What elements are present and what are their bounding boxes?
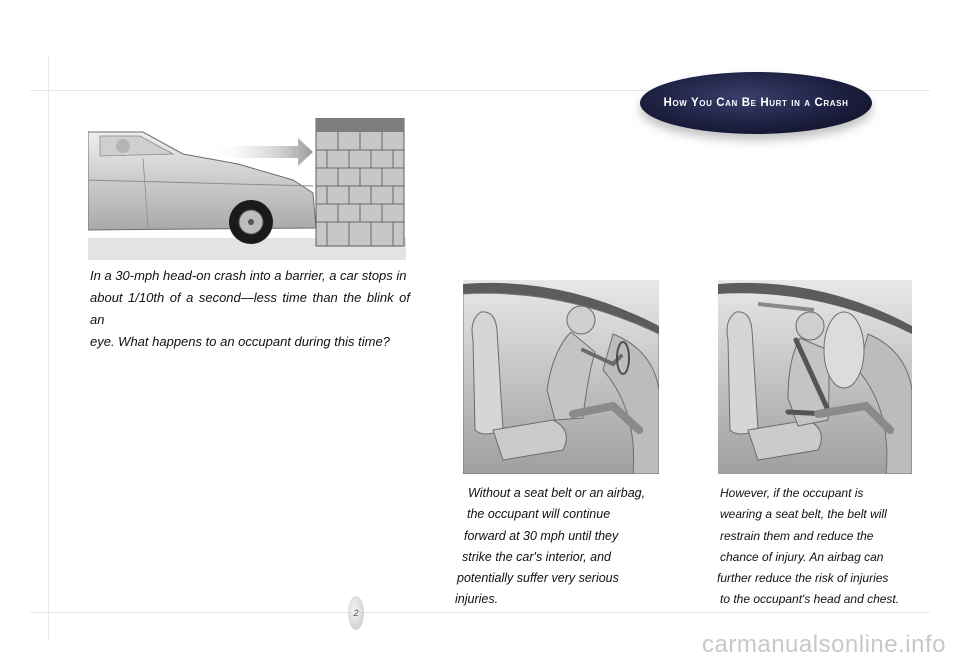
unbelted-caption [450,483,670,611]
belted-caption-line: chance of injury. An airbag can [720,549,884,564]
belted-caption-line: restrain them and reduce the [720,528,874,543]
unbelted-caption-line: strike the car's interior, and [462,549,611,564]
section-banner [640,72,872,134]
crash-caption-line: In a 30-mph head-on crash into a barrier, a car stops in [90,268,407,283]
banner-title: How You Can Be Hurt in a Crash [663,97,849,109]
unbelted-caption-line: potentially suffer very serious [457,571,619,586]
crash-caption-line: about 1/10th of a second—less time than the blink of an [90,290,410,327]
belted-caption-line: However, if the occupant is [720,486,864,500]
belted-caption-line: further reduce the risk of injuries [717,571,889,586]
unbelted-caption-line: Without a seat belt or an airbag, [468,486,646,500]
belted-occupant-illustration [718,280,912,474]
unbelted-caption-line: the occupant will continue [467,507,611,522]
car-crash-illustration [88,118,406,260]
crash-caption-line: eye. What happens to an occupant during this time? [90,334,390,349]
belted-caption-line: to the occupant's head and chest. [720,592,900,607]
belted-caption [712,483,922,611]
belted-caption-line: wearing a seat belt, the belt will [720,507,887,522]
crash-caption [90,265,410,353]
left-rule [48,55,49,640]
unbelted-caption-line: forward at 30 mph until they [464,528,619,543]
unbelted-occupant-illustration [463,280,659,474]
watermark: carmanualsonline.info [702,631,946,658]
page-number: 2 [348,596,364,630]
bottom-rule [30,612,930,613]
unbelted-caption-line: injuries. [455,592,499,607]
